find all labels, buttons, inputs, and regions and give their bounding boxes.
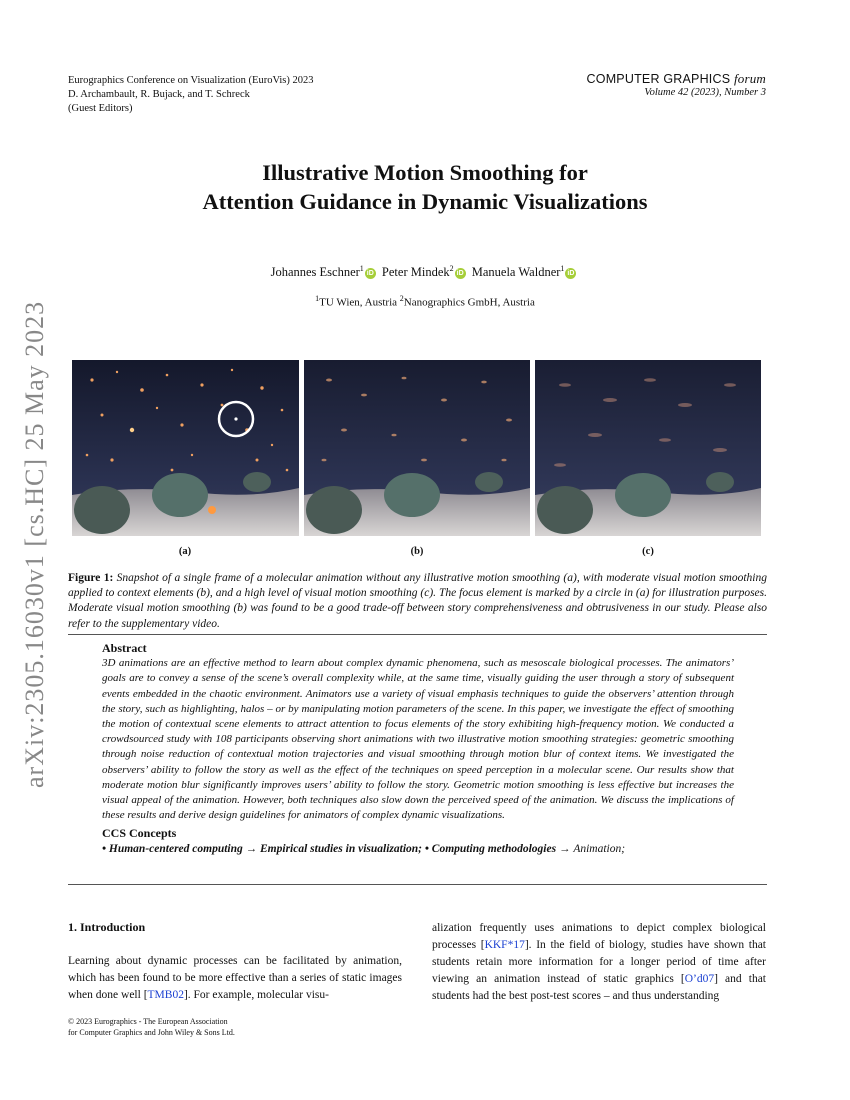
intro-text: alization frequently uses animations to depict complex biological processes [ xyxy=(432,922,766,951)
guest-editors-note: (Guest Editors) xyxy=(68,103,133,114)
panel-label-b: (b) xyxy=(410,546,424,557)
abstract-text: 3D animations are an effective method to learn about complex dynamic phenomena, such as mesoscale biological processes. The animators’ goals are to convey a sense of the scene’s overall complexity while, at the same time, visually guiding the user through a story of subsequent events embedded in the chaotic environment. Animators use a variety of visual emphasis techniques to guide the observers’ attention through the story, such as highlighting, halos – or by manipulating motion parameters of the scene. In this paper, we investigate the effect of smoothing the motion of contextual scene elements to attract attention to focus elements of the story exhibiting high-frequency motion. We conducted a crowdsourced study with 108 participants observing short animations with two illustrative motion smoothing strategies: geometric smoothing through noise reduction of contextual motion trajectories and visual smoothing through motion blur of context items. We investigated the observers’ ability to follow the story as well as the effect of the techniques on speed perception in a molecular scene. Our results show that moderate motion blur significantly improves users’ ability to follow the story. Geometric motion smoothing is less effective but increases the visual appeal of the animation. However, both techniques also slow down the perceived speed of the animation. We discuss the implications of these results and derive design guidelines for animators of complex dynamic visualizations. xyxy=(102,657,734,822)
orcid-icon[interactable]: iD xyxy=(567,270,575,278)
author-affil-mark: 2 xyxy=(449,264,454,273)
affil-mark: 2 xyxy=(399,294,404,303)
title-line-2: Attention Guidance in Dynamic Visualizations xyxy=(202,189,648,214)
figure-panel-c xyxy=(535,360,761,536)
affil-text: Nanographics GmbH, Austria xyxy=(403,296,535,309)
caption-label: Figure 1: xyxy=(68,572,114,584)
affiliations xyxy=(0,294,850,309)
arxiv-stamp: arXiv:2305.16030v1 [cs.HC] 25 May 2023 xyxy=(20,300,49,788)
journal-volume: Volume 42 (2023), Number 3 xyxy=(644,87,766,98)
orcid-icon[interactable]: iD xyxy=(456,270,464,278)
author-name: Johannes Eschner xyxy=(270,265,360,280)
ccs-arrow: → xyxy=(558,842,571,855)
ccs-arrow: → xyxy=(245,842,258,855)
journal-header xyxy=(587,72,766,100)
ccs-concepts xyxy=(102,842,734,857)
journal-suffix: forum xyxy=(733,71,766,86)
abstract-heading: Abstract xyxy=(102,641,147,655)
divider-top xyxy=(68,634,767,635)
panel-label-a: (a) xyxy=(178,546,192,557)
author-affil-mark: 1 xyxy=(560,264,565,273)
copyright-line-1: © 2023 Eurographics - The European Association xyxy=(68,1017,228,1026)
intro-text: ]. For example, molecular visu- xyxy=(183,989,329,1001)
paper-title xyxy=(0,158,850,216)
conference-name: Eurographics Conference on Visualization (EuroVis) 2023 xyxy=(68,75,314,86)
ccs-item-1-sub: Empirical studies in visualization; xyxy=(260,842,423,855)
section-heading-introduction: 1. Introduction xyxy=(68,920,146,934)
intro-column-right xyxy=(432,920,766,1005)
affil-text: TU Wien, Austria xyxy=(319,296,400,309)
caption-text: Snapshot of a single frame of a molecular animation without any illustrative motion smoothing (a), with moderate visual motion smoothing applied to context elements (b), and a high level of visual motion smoothing (c). The focus element is marked by a circle in (a) for illustration purposes. Moderate visual motion smoothing (b) was found to be a good trade-off between story comprehensiveness and obtrusiveness in our study. Please also refer to the supplementary video. xyxy=(68,572,767,630)
citation-link[interactable]: TMB02 xyxy=(147,989,184,1001)
ccs-heading: CCS Concepts xyxy=(102,826,177,841)
intro-column-left xyxy=(68,953,402,1004)
affil-mark: 1 xyxy=(315,294,320,303)
intro-text: ]. In the field of biology, studies have shown that students retain more information for a longer period of time after viewing an animation instead of static graphics [ xyxy=(432,939,766,985)
ccs-item-1: • Human-centered computing xyxy=(102,842,243,855)
figure-caption xyxy=(68,571,767,632)
author-list xyxy=(0,264,850,280)
orcid-icon[interactable]: iD xyxy=(366,270,374,278)
panel-label-c: (c) xyxy=(642,546,654,557)
title-line-1: Illustrative Motion Smoothing for xyxy=(262,160,588,185)
ccs-item-2: • Computing methodologies xyxy=(424,842,557,855)
ccs-item-2-sub: Animation; xyxy=(573,842,626,855)
intro-text: Learning about dynamic processes can be facilitated by animation, which has been found to be more effective than a series of static images when done well [ xyxy=(68,955,402,1001)
copyright-line-2: for Computer Graphics and John Wiley & Sons Ltd. xyxy=(68,1028,235,1037)
citation-link[interactable]: KKF*17 xyxy=(484,939,525,951)
divider-bottom xyxy=(68,884,767,885)
author-name: Peter Mindek xyxy=(381,265,450,280)
guest-editors: D. Archambault, R. Bujack, and T. Schreck xyxy=(68,89,250,100)
author-name: Manuela Waldner xyxy=(471,265,561,280)
conference-header xyxy=(68,74,314,116)
figure-panel-b xyxy=(304,360,530,536)
scene-image-b xyxy=(304,360,530,536)
author-affil-mark: 1 xyxy=(359,264,364,273)
scene-image-a xyxy=(72,360,299,536)
journal-name: COMPUTER GRAPHICS xyxy=(586,72,731,86)
journal-title xyxy=(587,72,766,86)
intro-text: ] and that students had the best post-test scores – and thus understanding xyxy=(432,973,766,1002)
citation-link[interactable]: O’d07 xyxy=(684,973,715,985)
figure-panel-a xyxy=(72,360,299,536)
abstract-section xyxy=(102,641,734,857)
scene-image-c xyxy=(535,360,761,536)
copyright-notice xyxy=(68,1016,235,1038)
